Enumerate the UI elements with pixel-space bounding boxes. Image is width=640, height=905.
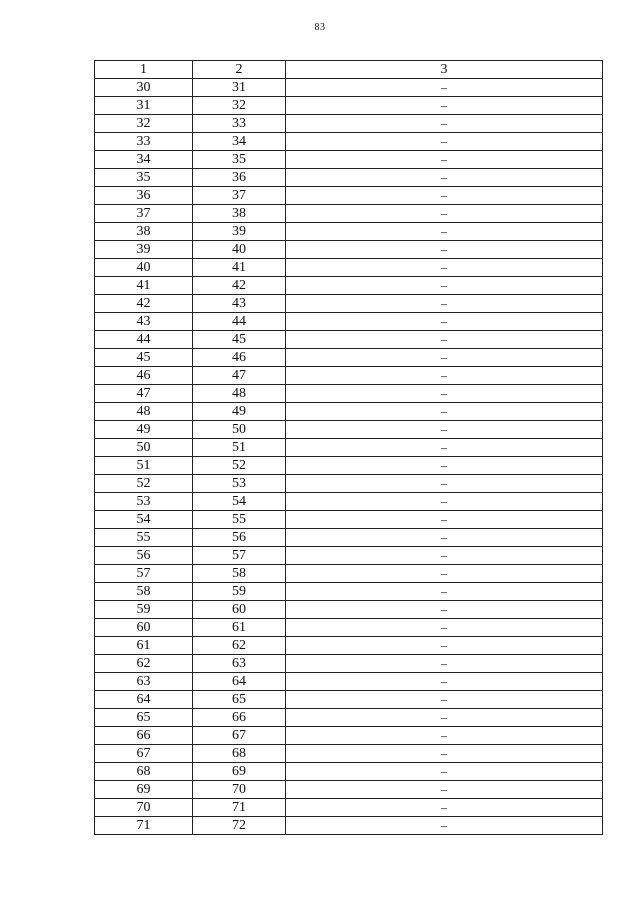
table-cell-col-3: – xyxy=(286,781,603,799)
table-cell-col-2: 64 xyxy=(193,673,286,691)
table-cell-col-1: 53 xyxy=(95,493,193,511)
table-cell-col-3: – xyxy=(286,565,603,583)
table-row xyxy=(95,817,603,835)
table-row xyxy=(95,475,603,493)
table-cell-col-1: 60 xyxy=(95,619,193,637)
table-cell-col-1: 64 xyxy=(95,691,193,709)
table-cell-col-2: 68 xyxy=(193,745,286,763)
column-header-1: 1 xyxy=(95,61,193,79)
table-cell-col-1: 40 xyxy=(95,259,193,277)
table-cell-col-1: 51 xyxy=(95,457,193,475)
table-cell-col-2: 67 xyxy=(193,727,286,745)
table-row xyxy=(95,781,603,799)
table-row xyxy=(95,439,603,457)
table-cell-col-2: 63 xyxy=(193,655,286,673)
table-cell-col-1: 69 xyxy=(95,781,193,799)
table-cell-col-3: – xyxy=(286,97,603,115)
table-cell-col-2: 45 xyxy=(193,331,286,349)
table-cell-col-3: – xyxy=(286,727,603,745)
table-cell-col-3: – xyxy=(286,385,603,403)
table-row xyxy=(95,367,603,385)
table-cell-col-1: 38 xyxy=(95,223,193,241)
table-row xyxy=(95,331,603,349)
table-cell-col-3: – xyxy=(286,439,603,457)
table-cell-col-3: – xyxy=(286,151,603,169)
table-cell-col-3: – xyxy=(286,223,603,241)
table-cell-col-3: – xyxy=(286,529,603,547)
table-cell-col-2: 59 xyxy=(193,583,286,601)
table-cell-col-2: 70 xyxy=(193,781,286,799)
table-cell-col-2: 44 xyxy=(193,313,286,331)
table-row xyxy=(95,241,603,259)
table-cell-col-2: 71 xyxy=(193,799,286,817)
table-row xyxy=(95,259,603,277)
table-row xyxy=(95,763,603,781)
table-cell-col-3: – xyxy=(286,799,603,817)
table-cell-col-2: 33 xyxy=(193,115,286,133)
table-cell-col-1: 33 xyxy=(95,133,193,151)
table-cell-col-3: – xyxy=(286,475,603,493)
table-cell-col-1: 63 xyxy=(95,673,193,691)
table-cell-col-2: 49 xyxy=(193,403,286,421)
table-cell-col-1: 61 xyxy=(95,637,193,655)
table-cell-col-2: 34 xyxy=(193,133,286,151)
table-cell-col-2: 38 xyxy=(193,205,286,223)
table-cell-col-3: – xyxy=(286,745,603,763)
table-cell-col-1: 55 xyxy=(95,529,193,547)
table-row xyxy=(95,151,603,169)
table-row xyxy=(95,115,603,133)
table-header-row xyxy=(95,61,603,79)
table-cell-col-2: 41 xyxy=(193,259,286,277)
table-cell-col-2: 58 xyxy=(193,565,286,583)
table-cell-col-2: 56 xyxy=(193,529,286,547)
table-cell-col-1: 49 xyxy=(95,421,193,439)
table-cell-col-1: 50 xyxy=(95,439,193,457)
table-row xyxy=(95,169,603,187)
table-row xyxy=(95,691,603,709)
table-cell-col-1: 31 xyxy=(95,97,193,115)
table-cell-col-1: 37 xyxy=(95,205,193,223)
table-cell-col-1: 36 xyxy=(95,187,193,205)
table-row xyxy=(95,349,603,367)
table-cell-col-2: 35 xyxy=(193,151,286,169)
table-cell-col-3: – xyxy=(286,277,603,295)
table-row xyxy=(95,547,603,565)
table-row xyxy=(95,745,603,763)
table-cell-col-2: 51 xyxy=(193,439,286,457)
table-cell-col-1: 34 xyxy=(95,151,193,169)
table-cell-col-3: – xyxy=(286,259,603,277)
table-cell-col-1: 54 xyxy=(95,511,193,529)
table-cell-col-1: 45 xyxy=(95,349,193,367)
table-cell-col-3: – xyxy=(286,187,603,205)
table-row xyxy=(95,511,603,529)
table-cell-col-3: – xyxy=(286,457,603,475)
table-cell-col-1: 46 xyxy=(95,367,193,385)
table-cell-col-2: 50 xyxy=(193,421,286,439)
table-cell-col-1: 70 xyxy=(95,799,193,817)
table-cell-col-3: – xyxy=(286,547,603,565)
table-cell-col-2: 42 xyxy=(193,277,286,295)
table-cell-col-2: 65 xyxy=(193,691,286,709)
table-cell-col-1: 65 xyxy=(95,709,193,727)
table-cell-col-3: – xyxy=(286,403,603,421)
table-cell-col-1: 48 xyxy=(95,403,193,421)
column-header-2: 2 xyxy=(193,61,286,79)
table-cell-col-3: – xyxy=(286,115,603,133)
table-cell-col-1: 47 xyxy=(95,385,193,403)
table-cell-col-3: – xyxy=(286,493,603,511)
table-cell-col-3: – xyxy=(286,205,603,223)
table-cell-col-2: 39 xyxy=(193,223,286,241)
table-row xyxy=(95,619,603,637)
table-cell-col-1: 58 xyxy=(95,583,193,601)
table-row xyxy=(95,79,603,97)
table-cell-col-3: – xyxy=(286,817,603,835)
table-cell-col-3: – xyxy=(286,241,603,259)
table-row xyxy=(95,421,603,439)
table-row xyxy=(95,601,603,619)
table-cell-col-3: – xyxy=(286,169,603,187)
table-cell-col-3: – xyxy=(286,601,603,619)
table-cell-col-1: 30 xyxy=(95,79,193,97)
table-cell-col-1: 39 xyxy=(95,241,193,259)
table-row xyxy=(95,655,603,673)
table-cell-col-2: 40 xyxy=(193,241,286,259)
page-number: 83 xyxy=(314,22,326,33)
data-table-container xyxy=(94,60,602,835)
table-cell-col-2: 43 xyxy=(193,295,286,313)
table-row xyxy=(95,277,603,295)
table-cell-col-3: – xyxy=(286,709,603,727)
table-row xyxy=(95,223,603,241)
table-cell-col-1: 59 xyxy=(95,601,193,619)
table-row xyxy=(95,457,603,475)
table-cell-col-2: 60 xyxy=(193,601,286,619)
table-cell-col-3: – xyxy=(286,349,603,367)
table-cell-col-3: – xyxy=(286,295,603,313)
table-cell-col-3: – xyxy=(286,367,603,385)
table-cell-col-1: 42 xyxy=(95,295,193,313)
table-cell-col-2: 54 xyxy=(193,493,286,511)
table-cell-col-2: 55 xyxy=(193,511,286,529)
table-cell-col-3: – xyxy=(286,673,603,691)
table-cell-col-2: 72 xyxy=(193,817,286,835)
table-row xyxy=(95,493,603,511)
table-cell-col-2: 66 xyxy=(193,709,286,727)
table-cell-col-3: – xyxy=(286,583,603,601)
table-cell-col-3: – xyxy=(286,133,603,151)
table-cell-col-3: – xyxy=(286,421,603,439)
table-row xyxy=(95,727,603,745)
table-row xyxy=(95,529,603,547)
table-cell-col-1: 52 xyxy=(95,475,193,493)
table-row xyxy=(95,133,603,151)
table-cell-col-1: 66 xyxy=(95,727,193,745)
table-cell-col-3: – xyxy=(286,313,603,331)
table-row xyxy=(95,97,603,115)
table-row xyxy=(95,205,603,223)
table-cell-col-1: 35 xyxy=(95,169,193,187)
column-header-3: 3 xyxy=(286,61,603,79)
table-cell-col-1: 32 xyxy=(95,115,193,133)
table-row xyxy=(95,403,603,421)
table-cell-col-1: 68 xyxy=(95,763,193,781)
table-cell-col-3: – xyxy=(286,511,603,529)
table-cell-col-3: – xyxy=(286,619,603,637)
table-cell-col-3: – xyxy=(286,79,603,97)
table-cell-col-2: 52 xyxy=(193,457,286,475)
table-cell-col-2: 36 xyxy=(193,169,286,187)
table-cell-col-1: 57 xyxy=(95,565,193,583)
table-row xyxy=(95,673,603,691)
table-cell-col-1: 44 xyxy=(95,331,193,349)
table-cell-col-2: 61 xyxy=(193,619,286,637)
table-row xyxy=(95,799,603,817)
table-cell-col-2: 31 xyxy=(193,79,286,97)
table-cell-col-3: – xyxy=(286,763,603,781)
table-row xyxy=(95,583,603,601)
table-row xyxy=(95,313,603,331)
table-cell-col-2: 48 xyxy=(193,385,286,403)
table-cell-col-1: 71 xyxy=(95,817,193,835)
table-row xyxy=(95,295,603,313)
table-cell-col-2: 57 xyxy=(193,547,286,565)
table-cell-col-3: – xyxy=(286,637,603,655)
table-cell-col-3: – xyxy=(286,331,603,349)
table-cell-col-2: 62 xyxy=(193,637,286,655)
table-row xyxy=(95,187,603,205)
table-cell-col-1: 43 xyxy=(95,313,193,331)
table-cell-col-1: 56 xyxy=(95,547,193,565)
table-cell-col-1: 41 xyxy=(95,277,193,295)
table-row xyxy=(95,565,603,583)
table-cell-col-3: – xyxy=(286,655,603,673)
table-cell-col-2: 69 xyxy=(193,763,286,781)
table-row xyxy=(95,709,603,727)
table-cell-col-1: 62 xyxy=(95,655,193,673)
table-cell-col-2: 47 xyxy=(193,367,286,385)
data-table xyxy=(94,60,603,835)
table-row xyxy=(95,637,603,655)
table-cell-col-2: 37 xyxy=(193,187,286,205)
table-cell-col-3: – xyxy=(286,691,603,709)
table-cell-col-1: 67 xyxy=(95,745,193,763)
table-cell-col-2: 32 xyxy=(193,97,286,115)
table-cell-col-2: 46 xyxy=(193,349,286,367)
table-cell-col-2: 53 xyxy=(193,475,286,493)
table-row xyxy=(95,385,603,403)
table-body xyxy=(95,79,603,835)
